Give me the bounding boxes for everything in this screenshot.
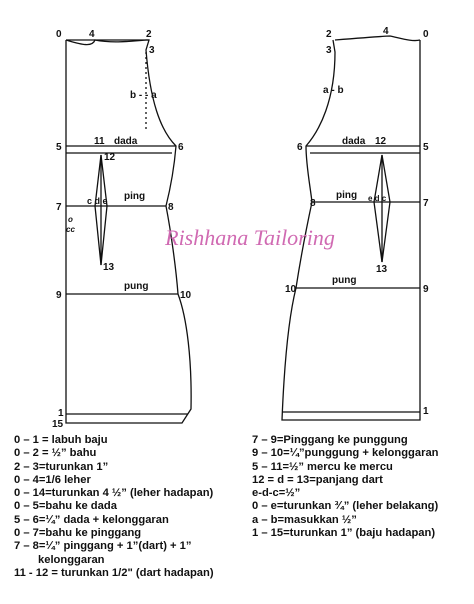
back-label-a-b: a - b [323, 85, 344, 96]
back-label-13: 13 [376, 264, 388, 275]
legend-line: 0 – e=turunkan ¾” (leher belakang) [252, 500, 439, 513]
back-label-ping: ping [336, 190, 358, 201]
back-label-dada: dada [342, 136, 366, 147]
legend-line: 0 – 7=bahu ke pinggang [14, 527, 142, 540]
front-label-1: 1 [58, 408, 64, 419]
legend-line: 11 - 12 = turunkan 1/2" (dart hadapan) [14, 566, 214, 579]
back-label-edc: e d c [368, 194, 387, 203]
back-label-pung: pung [332, 275, 357, 286]
front-label-4: 4 [89, 29, 95, 40]
front-label-ping: ping [124, 191, 146, 202]
back-label-2: 2 [326, 29, 332, 40]
legend-line: a – b=masukkan ½” [252, 513, 357, 526]
watermark-text: Rishhana Tailoring [165, 225, 335, 250]
front-label-cc: cc [66, 225, 75, 234]
front-label-7: 7 [56, 202, 62, 213]
back-labels [285, 26, 429, 417]
back-label-6: 6 [297, 142, 303, 153]
legend-line: 0 – 14=turunkan 4 ½” (leher hadapan) [14, 487, 214, 500]
legend-line: kelonggaran [38, 553, 105, 566]
legend-line: 7 – 8=¼” pinggang + 1”(dart) + 1” [14, 540, 192, 553]
front-label-10: 10 [180, 290, 192, 301]
front-label-2: 2 [146, 29, 152, 40]
front-label-9: 9 [56, 290, 62, 301]
front-label-12: 12 [104, 152, 116, 163]
back-label-12: 12 [375, 136, 387, 147]
front-label-b-a: b - - a [130, 90, 157, 101]
back-label-4: 4 [383, 26, 389, 37]
front-label-cde: c d e [87, 196, 108, 206]
back-label-10: 10 [285, 284, 297, 295]
front-label-15: 15 [52, 419, 64, 430]
back-neck-curve [335, 36, 420, 41]
back-label-3: 3 [326, 45, 332, 56]
front-label-pung: pung [124, 281, 149, 292]
legend-left [14, 434, 259, 580]
front-label-6: 6 [178, 142, 184, 153]
front-neck-curve [66, 40, 146, 45]
legend-line: 9 – 10=¼”punggung + kelonggaran [252, 447, 439, 460]
legend-line: 5 – 6=¼” dada + kelonggaran [14, 513, 169, 526]
legend-line: 12 = d = 13=panjang dart [252, 473, 383, 486]
back-label-7: 7 [423, 198, 429, 209]
front-label-13: 13 [103, 262, 115, 273]
legend-line: 0 – 4=1/6 leher [14, 473, 91, 486]
front-label-0: 0 [56, 29, 62, 40]
legend-line: 0 – 2 = ½” bahu [14, 447, 97, 460]
back-label-9: 9 [423, 284, 429, 295]
front-label-11: 11 [94, 136, 105, 147]
legend-line: 0 – 1 = labuh baju [14, 434, 108, 446]
front-label-dada: dada [114, 136, 138, 147]
front-label-3: 3 [149, 45, 155, 56]
legend-line: 1 – 15=turunkan 1” (baju hadapan) [252, 527, 436, 540]
front-label-5: 5 [56, 142, 62, 153]
legend-line: 2 – 3=turunkan 1” [14, 460, 109, 473]
back-label-1: 1 [423, 406, 429, 417]
legend-line: 0 – 5=bahu ke dada [14, 500, 117, 513]
legend-line: e-d-c=½” [252, 487, 301, 500]
legend-right [252, 434, 472, 540]
legend-line: 5 – 11=½” mercu ke mercu [252, 460, 393, 473]
front-label-8: 8 [168, 202, 174, 213]
back-label-0: 0 [423, 29, 429, 40]
back-label-5: 5 [423, 142, 429, 153]
front-label-o: o [68, 215, 73, 224]
legend-line: 7 – 9=Pinggang ke punggung [252, 434, 408, 446]
back-label-8: 8 [310, 198, 316, 209]
